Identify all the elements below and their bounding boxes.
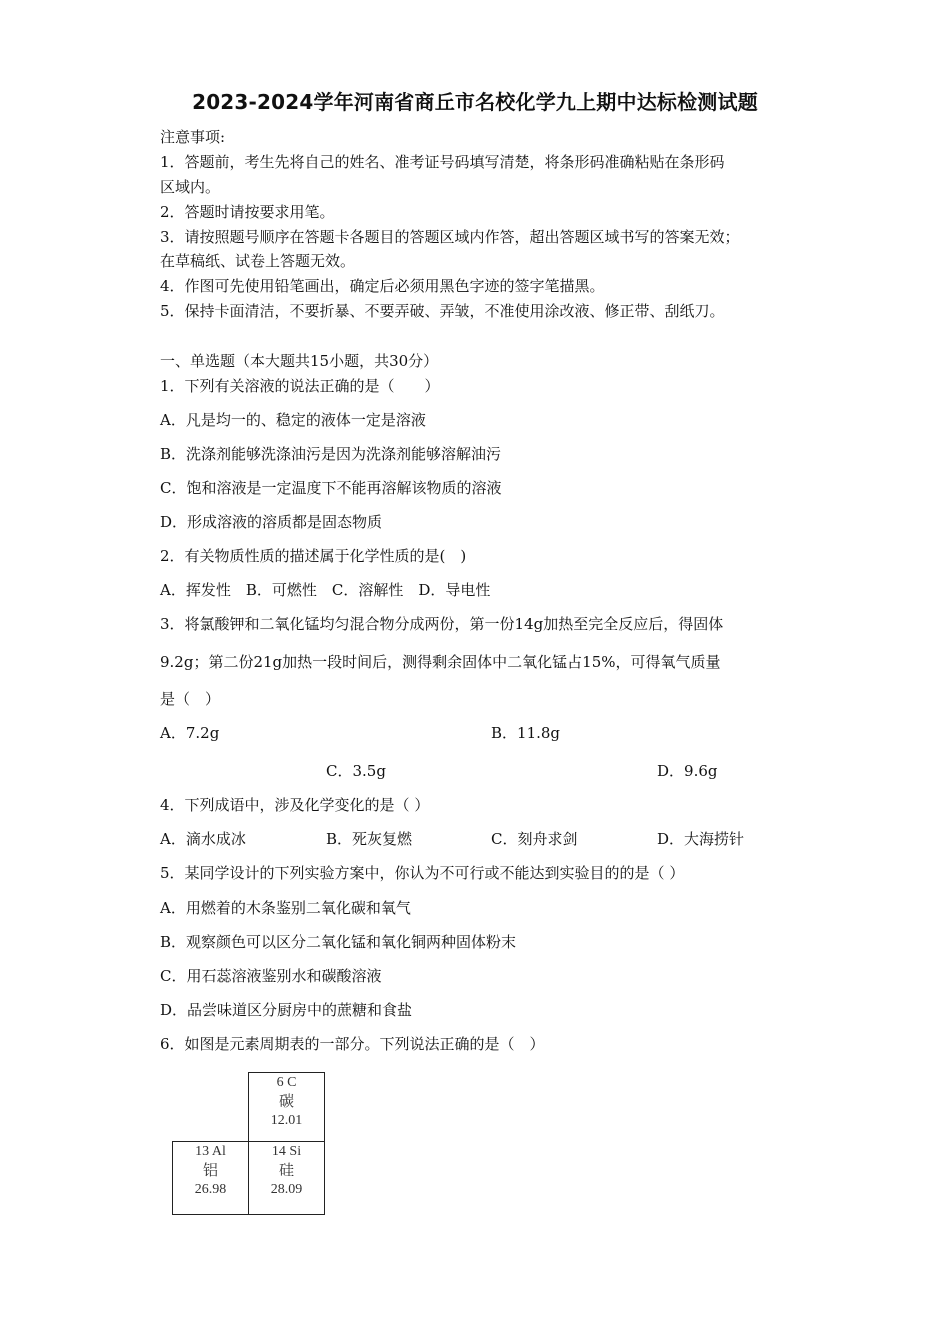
q5-option-c: C．用石蕊溶液鉴别水和碳酸溶液: [160, 967, 382, 985]
q5-option-b: B．观察颜色可以区分二氧化锰和氧化铜两种固体粉末: [160, 933, 517, 951]
element-cell-aluminum: [172, 1141, 249, 1215]
q3-option-a: A．7.2g: [160, 724, 220, 742]
notice-item: 3．请按照题号顺序在答题卡各题目的答题区域内作答，超出答题区域书写的答案无效；: [160, 228, 740, 246]
q4-option-b: B．死灰复燃: [326, 830, 413, 848]
q1-option-c: C．饱和溶液是一定温度下不能再溶解该物质的溶液: [160, 479, 502, 497]
q3-option-c: C．3.5g: [326, 762, 386, 780]
q3-stem-line3: 是（ ）: [160, 690, 221, 708]
notice-item: 1．答题前，考生先将自己的姓名、准考证号码填写清楚，将条形码准确粘贴在条形码: [160, 153, 725, 171]
q3-option-d: D．9.6g: [657, 762, 718, 780]
periodic-table-fragment: [172, 1072, 325, 1215]
q5-option-a: A．用燃着的木条鉴别二氧化碳和氧气: [160, 899, 411, 917]
notice-item: 区域内。: [160, 178, 221, 196]
aluminum-number-symbol: 13 Al: [195, 1144, 226, 1159]
q5-option-d: D．品尝味道区分厨房中的蔗糖和食盐: [160, 1001, 413, 1019]
silicon-mass: 28.09: [270, 1182, 303, 1197]
q4-option-c: C．刻舟求剑: [491, 830, 578, 848]
carbon-name: 碳: [278, 1094, 294, 1110]
notice-item: 4．作图可先使用铅笔画出，确定后必须用黑色字迹的签字笔描黑。: [160, 277, 605, 295]
q4-option-d: D．大海捞针: [657, 830, 745, 848]
notice-item: 2．答题时请按要求用笔。: [160, 203, 335, 221]
carbon-mass: 12.01: [270, 1113, 303, 1128]
notice-heading: 注意事项:: [160, 128, 226, 146]
silicon-name: 硅: [278, 1163, 294, 1179]
q2-options: A．挥发性 B．可燃性 C．溶解性 D．导电性: [160, 581, 491, 599]
notice-item: 在草稿纸、试卷上答题无效。: [160, 252, 356, 270]
section-heading: 一、单选题（本大题共15小题，共30分）: [160, 352, 439, 370]
notice-item: 5．保持卡面清洁，不要折暴、不要弄破、弄皱，不准使用涂改液、修正带、刮纸刀。: [160, 302, 725, 320]
q3-option-b: B．11.8g: [491, 724, 561, 742]
q4-stem: 4．下列成语中，涉及化学变化的是（ ）: [160, 796, 430, 814]
element-cell-carbon: [248, 1072, 325, 1142]
element-cell-silicon: [248, 1141, 325, 1215]
q3-stem-line1: 3．将氯酸钾和二氧化锰均匀混合物分成两份，第一份14g加热至完全反应后，得固体: [160, 615, 724, 633]
q6-stem: 6．如图是元素周期表的一部分。下列说法正确的是（ ）: [160, 1035, 545, 1053]
q1-option-b: B．洗涤剂能够洗涤油污是因为洗涤剂能够溶解油污: [160, 445, 502, 463]
q2-stem: 2．有关物质性质的描述属于化学性质的是( ): [160, 547, 467, 565]
aluminum-name: 铝: [202, 1163, 218, 1179]
q4-option-a: A．滴水成冰: [160, 830, 246, 848]
q5-stem: 5．某同学设计的下列实验方案中，你认为不可行或不能达到实验目的的是（ ）: [160, 864, 685, 882]
silicon-number-symbol: 14 Si: [271, 1144, 302, 1159]
q1-option-a: A．凡是均一的、稳定的液体一定是溶液: [160, 411, 426, 429]
q1-option-d: D．形成溶液的溶质都是固态物质: [160, 513, 383, 531]
carbon-number-symbol: 6 C: [276, 1075, 297, 1090]
q3-stem-line2: 9.2g；第二份21g加热一段时间后，测得剩余固体中二氧化锰占15%，可得氧气质量: [160, 653, 721, 671]
q1-stem: 1．下列有关溶液的说法正确的是（ ）: [160, 377, 440, 395]
page-title: 2023-2024学年河南省商丘市名校化学九上期中达标检测试题: [192, 90, 758, 114]
aluminum-mass: 26.98: [194, 1182, 227, 1197]
